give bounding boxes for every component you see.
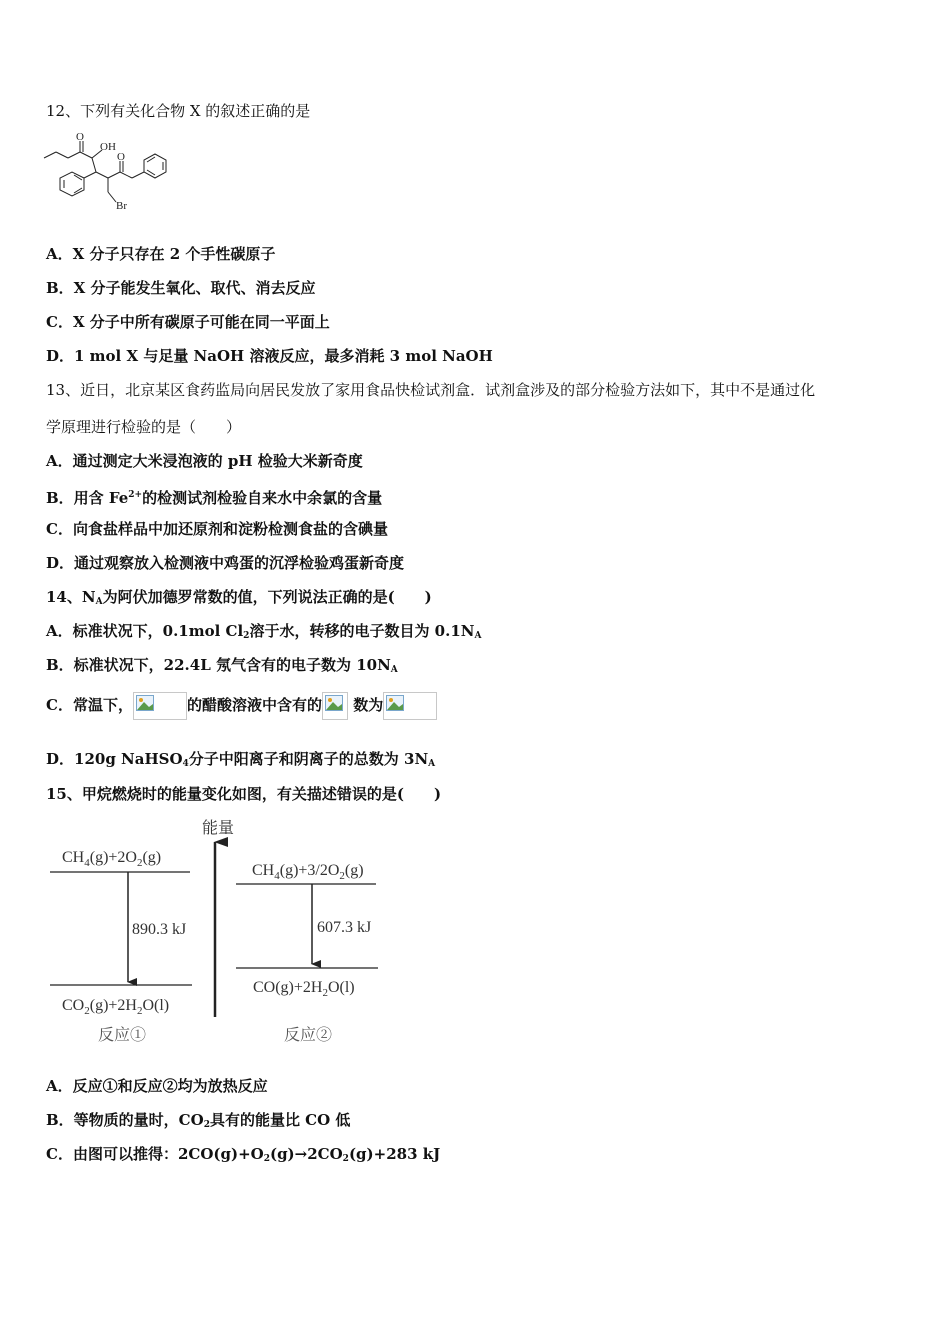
q15-option-b: [46, 1110, 350, 1135]
q14-stem-text: 14、N: [46, 588, 96, 606]
q12-stem: 12、下列有关化合物 X 的叙述正确的是: [46, 102, 311, 120]
structure-label-br: Br: [116, 200, 127, 212]
q15-c-text2: (g)→2CO: [269, 1145, 343, 1163]
q13-option-b-charge: 2+: [128, 490, 143, 500]
r1-caption: 反应①: [98, 1027, 147, 1044]
q14-a-mid: 溶于水，转移的电子数目为 0.1N: [249, 622, 475, 640]
q12-option-b: B．X 分子能发生氧化、取代、消去反应: [46, 279, 316, 297]
q13-option-c: C．向食盐样品中加还原剂和淀粉检测食盐的含碘量: [46, 520, 388, 538]
broken-image-icon: [322, 692, 348, 720]
q15-c-text1: C．由图可以推得：2CO(g)+O: [46, 1145, 264, 1163]
r1-reactants: $CH_4(g)+2O_2(g)$: [62, 849, 162, 869]
q13-option-d: D．通过观察放入检测液中鸡蛋的沉浮检验鸡蛋新奇度: [46, 554, 405, 572]
q13-option-a: A．通过测定大米浸泡液的 pH 检验大米新奇度: [46, 452, 363, 470]
q15-c-sub1: 2: [263, 1154, 270, 1164]
q15-b-rest: 具有的能量比 CO 低: [209, 1111, 351, 1129]
q15-b-text: B．等物质的量时，CO: [46, 1111, 204, 1129]
broken-image-icon: [133, 692, 187, 720]
q13-stem-line1: 13、近日，北京某区食药监局向居民发放了家用食品快检试剂盒．试剂盒涉及的部分检验方法如下，其中不是通过化: [46, 381, 816, 399]
q14-b-sub: A: [390, 665, 398, 675]
energy-diagram: [40, 812, 400, 1052]
q14-d-sub2: A: [428, 759, 436, 769]
q15-option-c: [46, 1144, 440, 1169]
q12-option-d: D．1 mol X 与足量 NaOH 溶液反应，最多消耗 3 mol NaOH: [46, 347, 493, 365]
q13-option-b: [46, 485, 382, 508]
r1-value: 890.3 kJ: [132, 921, 187, 938]
q14-stem: [46, 587, 432, 612]
r2-reactants: $CH_4(g)+3/2O_2(g)$: [252, 862, 364, 882]
q14-c-text3: 数为: [353, 696, 384, 714]
r1-products: $CO_2(g)+2H_2O(l)$: [62, 997, 170, 1017]
q15-c-sub2: 2: [342, 1154, 349, 1164]
r2-value: 607.3 kJ: [317, 919, 372, 936]
q14-stem-sub: A: [95, 597, 103, 607]
q15-option-a: A．反应①和反应②均为放热反应: [46, 1077, 268, 1095]
q12-option-a: A．X 分子只存在 2 个手性碳原子: [46, 245, 276, 263]
q14-a-text: A．标准状况下，0.1mol Cl: [46, 622, 244, 640]
q14-c-text1: C．常温下，: [46, 696, 133, 714]
structure-label-oh: OH: [100, 141, 116, 153]
broken-image-icon: [383, 692, 437, 720]
r2-caption: 反应②: [284, 1027, 333, 1044]
q13-stem-line2: 学原理进行检验的是（ ）: [46, 418, 242, 436]
r2-products: $CO(g)+2H_2O(l)$: [253, 979, 355, 999]
q14-b-text: B．标准状况下，22.4L 氖气含有的电子数为 10N: [46, 656, 391, 674]
q15-stem: 15、甲烷燃烧时的能量变化如图，有关描述错误的是( ): [46, 785, 442, 803]
q13-option-b-rest: 的检测试剂检验自来水中余氯的含量: [142, 489, 383, 507]
q14-option-d: [46, 749, 435, 774]
structure-label-o2: O: [117, 151, 125, 163]
q14-d-mid: 分子中阳离子和阴离子的总数为 3N: [188, 750, 429, 768]
q13-option-b-text: B．用含 Fe: [46, 489, 129, 507]
q14-option-b: [46, 655, 398, 680]
q14-d-sub1: 4: [182, 759, 189, 769]
q14-d-text: D．120g NaHSO: [46, 750, 183, 768]
q12-option-c: C．X 分子中所有碳原子可能在同一平面上: [46, 313, 330, 331]
q14-stem-rest: 为阿伏加德罗常数的值，下列说法正确的是( ): [102, 588, 432, 606]
q15-b-sub: 2: [203, 1120, 210, 1130]
energy-axis-label: 能量: [202, 820, 235, 837]
q14-a-sub2: A: [474, 631, 482, 641]
q14-option-c: [46, 690, 437, 720]
q14-c-text2: 的醋酸溶液中含有的: [186, 696, 322, 714]
q14-option-a: [46, 621, 481, 646]
compound-x-structure: [40, 128, 180, 218]
structure-label-o1: O: [76, 131, 84, 143]
q14-a-sub1: 2: [243, 631, 250, 641]
q15-c-text3: (g)+283 kJ: [348, 1145, 441, 1163]
